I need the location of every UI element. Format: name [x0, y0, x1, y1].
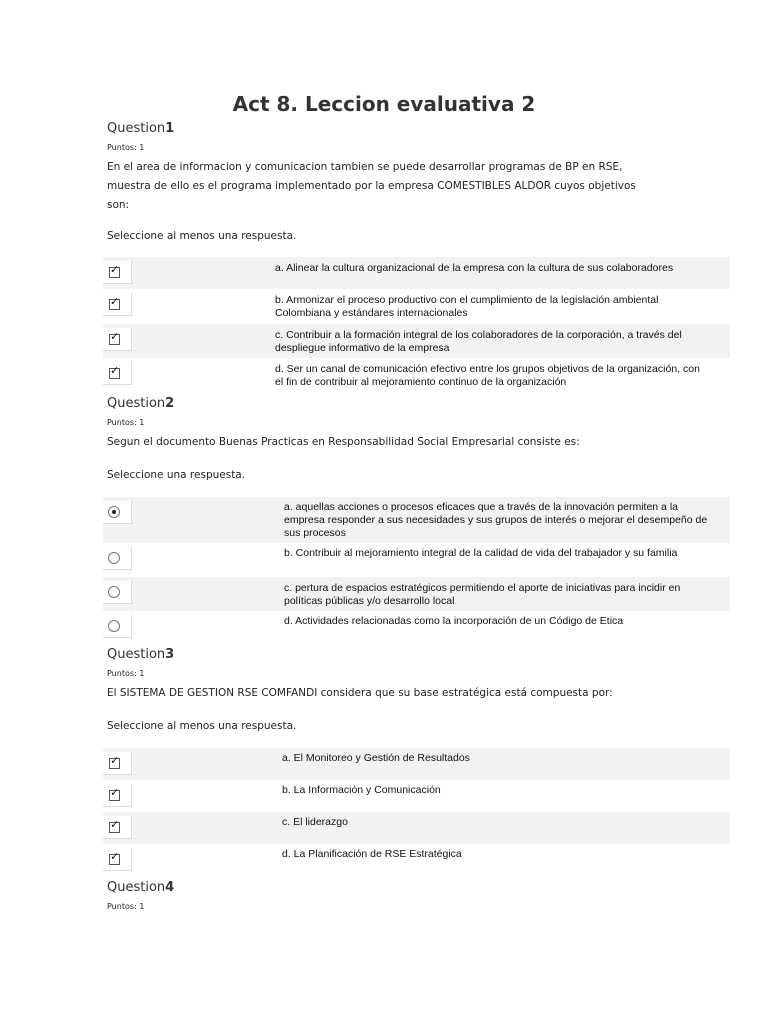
question-text: En el area de informacion y comunicacion tambien se puede desarrollar programas de BP en RSE, muestra de ello es el programa implementado por la empresa COMESTIBLES ALDOR cuyos objetivos son: — [107, 161, 636, 211]
checkbox[interactable] — [109, 850, 120, 865]
answer-text: d. La Planificación de RSE Estratégica — [282, 848, 462, 860]
answer-control[interactable] — [103, 362, 132, 385]
question-number: 1 — [165, 121, 175, 136]
question-label: Question — [107, 880, 166, 895]
question-heading — [107, 395, 729, 413]
question-instruction: Seleccione al menos una respuesta. — [107, 720, 297, 732]
question-points: Puntos: 1 — [107, 143, 145, 152]
question-text: Segun el documento Buenas Practicas en Responsabilidad Social Empresarial consiste es: — [107, 436, 580, 448]
checkmark-icon: ✓ — [110, 850, 120, 863]
answer-option[interactable] — [103, 812, 730, 844]
question-1 — [107, 120, 729, 244]
question-label: Question — [107, 396, 166, 411]
answer-option[interactable] — [103, 611, 730, 645]
answer-option[interactable] — [103, 257, 730, 289]
question-heading — [107, 646, 729, 664]
page-title: Act 8. Leccion evaluativa 2 — [232, 92, 536, 116]
question-4 — [107, 879, 729, 913]
question-label: Question — [107, 121, 166, 136]
question-points: Puntos: 1 — [107, 418, 145, 427]
checkbox[interactable] — [109, 786, 120, 801]
answer-list-1 — [103, 257, 730, 392]
answer-option[interactable] — [103, 289, 730, 324]
answer-control[interactable] — [103, 752, 132, 775]
question-points: Puntos: 1 — [107, 902, 145, 911]
answer-text: d. Actividades relacionadas como la incorporación de un Código de Etica — [284, 615, 624, 627]
checkbox[interactable] — [109, 263, 120, 278]
question-instruction: Seleccione una respuesta. — [107, 469, 246, 481]
checkbox[interactable] — [109, 295, 120, 310]
radio-dot-icon — [112, 510, 116, 514]
answer-text: a. aquellas acciones o procesos eficaces que a través de la innovación permiten a la empresa responder a sus necesidades y sus grupos de interés o mejorar el desempeño de sus procesos — [284, 501, 708, 539]
question-heading — [107, 120, 729, 138]
answer-control[interactable] — [103, 261, 132, 284]
answer-control[interactable] — [103, 293, 132, 316]
answer-text: c. pertura de espacios estratégicos permitiendo el aporte de iniciativas para incidir en políticas públicas y/o desarrollo local — [284, 582, 681, 607]
answer-control[interactable] — [103, 816, 132, 839]
answer-control[interactable] — [103, 848, 132, 871]
question-label: Question — [107, 647, 166, 662]
checkbox[interactable] — [109, 818, 120, 833]
checkmark-icon: ✓ — [110, 754, 120, 767]
question-number: 2 — [165, 396, 175, 411]
answer-text: c. Contribuir a la formación integral de los colaboradores de la corporación, a través del despliegue informativo de la empresa — [275, 329, 682, 354]
answer-text: b. Armonizar el proceso productivo con el cumplimiento de la legislación ambiental Colombiana y estándares internacionales — [275, 294, 659, 319]
question-text: El SISTEMA DE GESTION RSE COMFANDI considera que su base estratégica está compuesta por: — [107, 687, 613, 699]
question-3 — [107, 646, 729, 734]
answer-text: a. El Monitoreo y Gestión de Resultados — [282, 752, 470, 764]
checkmark-icon: ✓ — [110, 818, 120, 831]
answer-option[interactable] — [103, 844, 730, 876]
answer-text: b. Contribuir al mejoramiento integral de la calidad de vida del trabajador y su familia — [284, 547, 678, 559]
answer-control[interactable] — [103, 784, 132, 807]
answer-list-2 — [103, 497, 730, 645]
question-instruction: Seleccione al menos una respuesta. — [107, 230, 297, 242]
checkbox[interactable] — [109, 364, 120, 379]
answer-option[interactable] — [103, 497, 730, 543]
answer-option[interactable] — [103, 358, 730, 392]
checkmark-icon: ✓ — [110, 263, 120, 276]
checkmark-icon: ✓ — [110, 295, 120, 308]
answer-control[interactable] — [103, 328, 132, 351]
question-number: 3 — [165, 647, 175, 662]
checkmark-icon: ✓ — [110, 786, 120, 799]
answer-option[interactable] — [103, 748, 730, 780]
answer-option[interactable] — [103, 780, 730, 812]
checkmark-icon: ✓ — [110, 364, 120, 377]
question-points: Puntos: 1 — [107, 669, 145, 678]
question-heading — [107, 879, 729, 897]
answer-list-3 — [103, 748, 730, 876]
checkbox[interactable] — [109, 754, 120, 769]
answer-control[interactable] — [103, 581, 132, 604]
radio-button[interactable] — [108, 586, 120, 598]
radio-button[interactable] — [108, 552, 120, 564]
answer-option[interactable] — [103, 324, 730, 358]
answer-option[interactable] — [103, 577, 730, 611]
answer-text: d. Ser un canal de comunicación efectivo entre los grupos objetivos de la organización, con el fin de contribuir al mejoramiento continuo de la organización — [275, 363, 700, 388]
answer-control[interactable] — [103, 547, 132, 570]
answer-control[interactable] — [103, 615, 132, 638]
answer-text: c. El liderazgo — [282, 816, 348, 828]
question-number: 4 — [165, 880, 175, 895]
checkmark-icon: ✓ — [110, 330, 120, 343]
radio-button[interactable] — [108, 620, 120, 632]
answer-text: a. Alinear la cultura organizacional de la empresa con la cultura de sus colaboradores — [275, 262, 674, 274]
question-2 — [107, 395, 729, 483]
checkbox[interactable] — [109, 330, 120, 345]
answer-option[interactable] — [103, 543, 730, 577]
answer-text: b. La Información y Comunicación — [282, 784, 441, 796]
answer-control[interactable] — [103, 501, 132, 524]
radio-button-selected[interactable] — [108, 506, 120, 518]
